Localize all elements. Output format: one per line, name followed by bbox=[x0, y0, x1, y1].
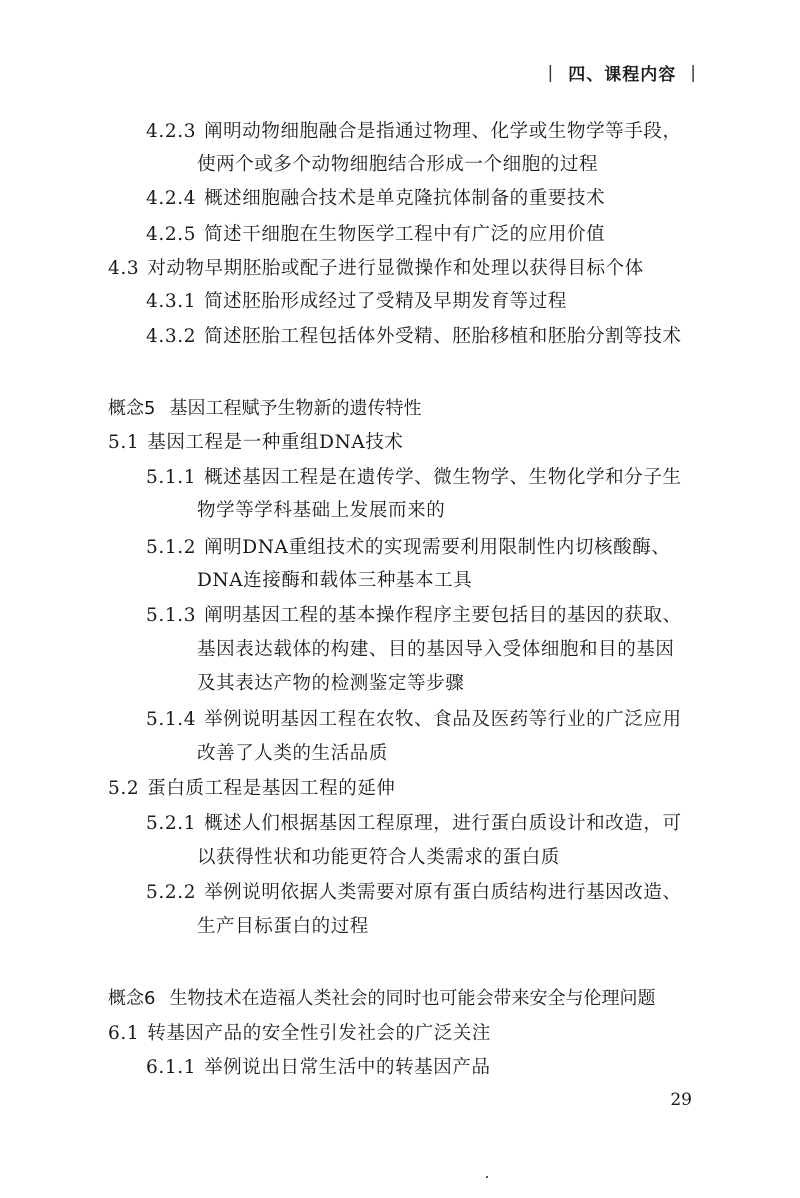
concept-6-heading bbox=[108, 986, 655, 1012]
item-number: 5.2 bbox=[108, 778, 140, 799]
item-5-1-3-continued-2: 及其表达产物的检测鉴定等步骤 bbox=[197, 673, 465, 694]
item-5-2-1-continued: 以获得性状和功能更符合人类需求的蛋白质 bbox=[197, 847, 560, 868]
item-5-1-1 bbox=[146, 465, 682, 491]
item-text: 简述干细胞在生物医学工程中有广泛的应用价值 bbox=[204, 224, 606, 245]
item-text: 概述细胞融合技术是单克隆抗体制备的重要技术 bbox=[204, 188, 606, 209]
item-4-2-5 bbox=[146, 222, 605, 248]
concept-label: 概念5 bbox=[108, 398, 156, 419]
item-number: 5.2.1 bbox=[146, 813, 197, 834]
item-text: 阐明动物细胞融合是指通过物理、化学或生物学等手段， bbox=[204, 121, 682, 142]
item-number: 4.2.5 bbox=[146, 224, 197, 245]
header-divider-right: | bbox=[690, 62, 697, 83]
scan-speck bbox=[486, 1176, 488, 1178]
item-4-2-3-continued: 使两个或多个动物细胞结合形成一个细胞的过程 bbox=[197, 154, 599, 175]
item-number: 6.1.1 bbox=[146, 1057, 197, 1078]
item-text: 阐明DNA重组技术的实现需要利用限制性内切核酸酶、 bbox=[204, 537, 671, 558]
concept-title: 生物技术在造福人类社会的同时也可能会带来安全与伦理问题 bbox=[169, 988, 656, 1009]
section-title: 四、课程内容 bbox=[568, 65, 677, 85]
item-text: 简述胚胎工程包括体外受精、胚胎移植和胚胎分割等技术 bbox=[204, 326, 682, 347]
item-5-1-3-continued: 基因表达载体的构建、目的基因导入受体细胞和目的基因 bbox=[197, 639, 675, 660]
item-text: 举例说出日常生活中的转基因产品 bbox=[204, 1057, 491, 1078]
item-text: 举例说明基因工程在农牧、食品及医药等行业的广泛应用 bbox=[204, 709, 682, 730]
page-number: 29 bbox=[670, 1090, 692, 1110]
item-number: 4.3 bbox=[108, 258, 140, 279]
item-4-3-1 bbox=[146, 289, 567, 315]
item-4-2-4 bbox=[146, 186, 605, 212]
item-6-1-1 bbox=[146, 1055, 491, 1081]
item-5-2-2 bbox=[146, 880, 682, 906]
item-text: 基因工程是一种重组DNA技术 bbox=[147, 432, 404, 453]
item-number: 4.2.3 bbox=[146, 121, 197, 142]
item-number: 5.1.2 bbox=[146, 537, 197, 558]
concept-5-heading bbox=[108, 396, 421, 422]
item-6-1 bbox=[108, 1021, 491, 1047]
item-4-2-3 bbox=[146, 119, 682, 145]
item-text: 阐明基因工程的基本操作程序主要包括目的基因的获取、 bbox=[204, 605, 682, 626]
item-5-1-4 bbox=[146, 707, 682, 733]
item-5-1-2 bbox=[146, 535, 670, 561]
item-number: 5.1.1 bbox=[146, 467, 197, 488]
item-5-1-2-continued: DNA连接酶和载体三种基本工具 bbox=[197, 570, 473, 591]
item-number: 5.1.4 bbox=[146, 709, 197, 730]
item-number: 5.2.2 bbox=[146, 882, 197, 903]
item-number: 4.3.1 bbox=[146, 291, 197, 312]
concept-label: 概念6 bbox=[108, 988, 156, 1009]
item-5-1-1-continued: 物学等学科基础上发展而来的 bbox=[197, 500, 446, 521]
item-text: 举例说明依据人类需要对原有蛋白质结构进行基因改造、 bbox=[204, 882, 682, 903]
header-divider-left: | bbox=[547, 62, 555, 83]
item-text: 概述基因工程是在遗传学、微生物学、生物化学和分子生 bbox=[204, 467, 682, 488]
item-5-1 bbox=[108, 430, 404, 456]
item-text: 简述胚胎形成经过了受精及早期发育等过程 bbox=[204, 291, 567, 312]
item-number: 6.1 bbox=[108, 1023, 140, 1044]
item-5-1-4-continued: 改善了人类的生活品质 bbox=[197, 743, 389, 764]
item-4-3 bbox=[108, 256, 644, 282]
item-number: 4.3.2 bbox=[146, 326, 197, 347]
item-5-2-1 bbox=[146, 811, 682, 837]
item-text: 对动物早期胚胎或配子进行显微操作和处理以获得目标个体 bbox=[147, 258, 644, 279]
item-text: 转基因产品的安全性引发社会的广泛关注 bbox=[147, 1023, 492, 1044]
item-text: 概述人们根据基因工程原理，进行蛋白质设计和改造，可 bbox=[204, 813, 682, 834]
item-text: 蛋白质工程是基因工程的延伸 bbox=[147, 778, 396, 799]
item-number: 5.1 bbox=[108, 432, 140, 453]
item-number: 4.2.4 bbox=[146, 188, 197, 209]
concept-title: 基因工程赋予生物新的遗传特性 bbox=[169, 398, 422, 419]
item-number: 5.1.3 bbox=[146, 605, 197, 626]
running-header bbox=[548, 60, 697, 85]
item-5-1-3 bbox=[146, 603, 682, 629]
item-4-3-2 bbox=[146, 324, 682, 350]
item-5-2-2-continued: 生产目标蛋白的过程 bbox=[197, 916, 369, 937]
item-5-2 bbox=[108, 776, 396, 802]
